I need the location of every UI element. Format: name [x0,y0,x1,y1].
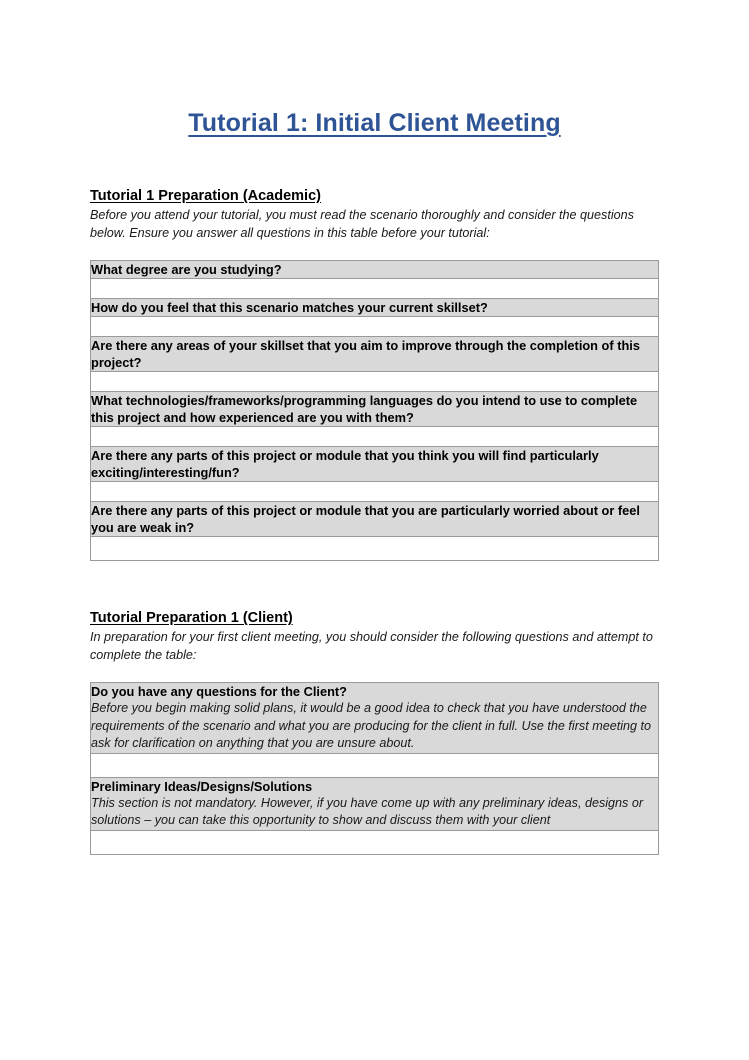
question-text: Are there any parts of this project or module that you are particularly worried about or feel you are weak in? [91,503,640,535]
question-cell [91,337,659,372]
question-cell [91,392,659,427]
question-text: Are there any parts of this project or module that you think you will find particularly exciting/interesting/fun? [91,448,599,480]
table-row [91,482,659,502]
document-content [90,0,659,855]
academic-preparation-table [90,260,659,561]
question-text: Do you have any questions for the Client? [91,684,347,699]
table-row [91,830,659,854]
table-row [91,392,659,427]
question-cell [91,683,659,754]
answer-cell[interactable] [91,279,659,299]
question-cell [91,777,659,830]
client-preparation-table [90,682,659,855]
table-row [91,427,659,447]
question-cell [91,299,659,317]
table-row [91,337,659,372]
section-client-intro: In preparation for your first client meeting, you should consider the following questions and attempt to complete the table: [90,630,653,662]
table-row [91,372,659,392]
answer-cell[interactable] [91,427,659,447]
table-row [91,299,659,317]
section-academic-intro: Before you attend your tutorial, you must read the scenario thoroughly and consider the questions below. Ensure you answer all questions in this table before your tutorial: [90,208,634,240]
section-academic-heading: Tutorial 1 Preparation (Academic) [90,188,321,204]
question-text: Preliminary Ideas/Designs/Solutions [91,778,313,794]
question-text: Are there any areas of your skillset that you aim to improve through the completion of this project? [91,338,640,370]
table-row [91,777,659,830]
answer-cell[interactable] [91,830,659,854]
table-row [91,683,659,754]
table-row [91,317,659,337]
section-client-heading: Tutorial Preparation 1 (Client) [90,610,293,626]
section-academic [90,187,659,242]
table-row [91,447,659,482]
answer-cell[interactable] [91,372,659,392]
answer-cell[interactable] [91,482,659,502]
question-text: How do you feel that this scenario matches your current skillset? [91,300,488,315]
question-cell [91,261,659,279]
question-description: This section is not mandatory. However, if you have come up with any preliminary ideas, designs or solutions – you can take this opportunity to show and discuss them with your client [91,795,644,827]
table-row [91,261,659,279]
section-client [90,609,659,664]
question-text: What technologies/frameworks/programming languages do you intend to use to complete this project and how experienced are you with them? [91,393,638,425]
question-cell [91,502,659,537]
table-row [91,279,659,299]
page-title: Tutorial 1: Initial Client Meeting [188,109,561,137]
answer-cell[interactable] [91,317,659,337]
question-cell [91,447,659,482]
table-row [91,753,659,777]
table-row [91,537,659,561]
question-description: Before you begin making solid plans, it would be a good idea to check that you have understood the requirements of the scenario and what you are producing for the client in full. Use the first meeting to ask for clarification on anything that you are unsure about. [91,701,652,750]
answer-cell[interactable] [91,537,659,561]
answer-cell[interactable] [91,753,659,777]
question-text: What degree are you studying? [91,262,282,277]
table-row [91,502,659,537]
